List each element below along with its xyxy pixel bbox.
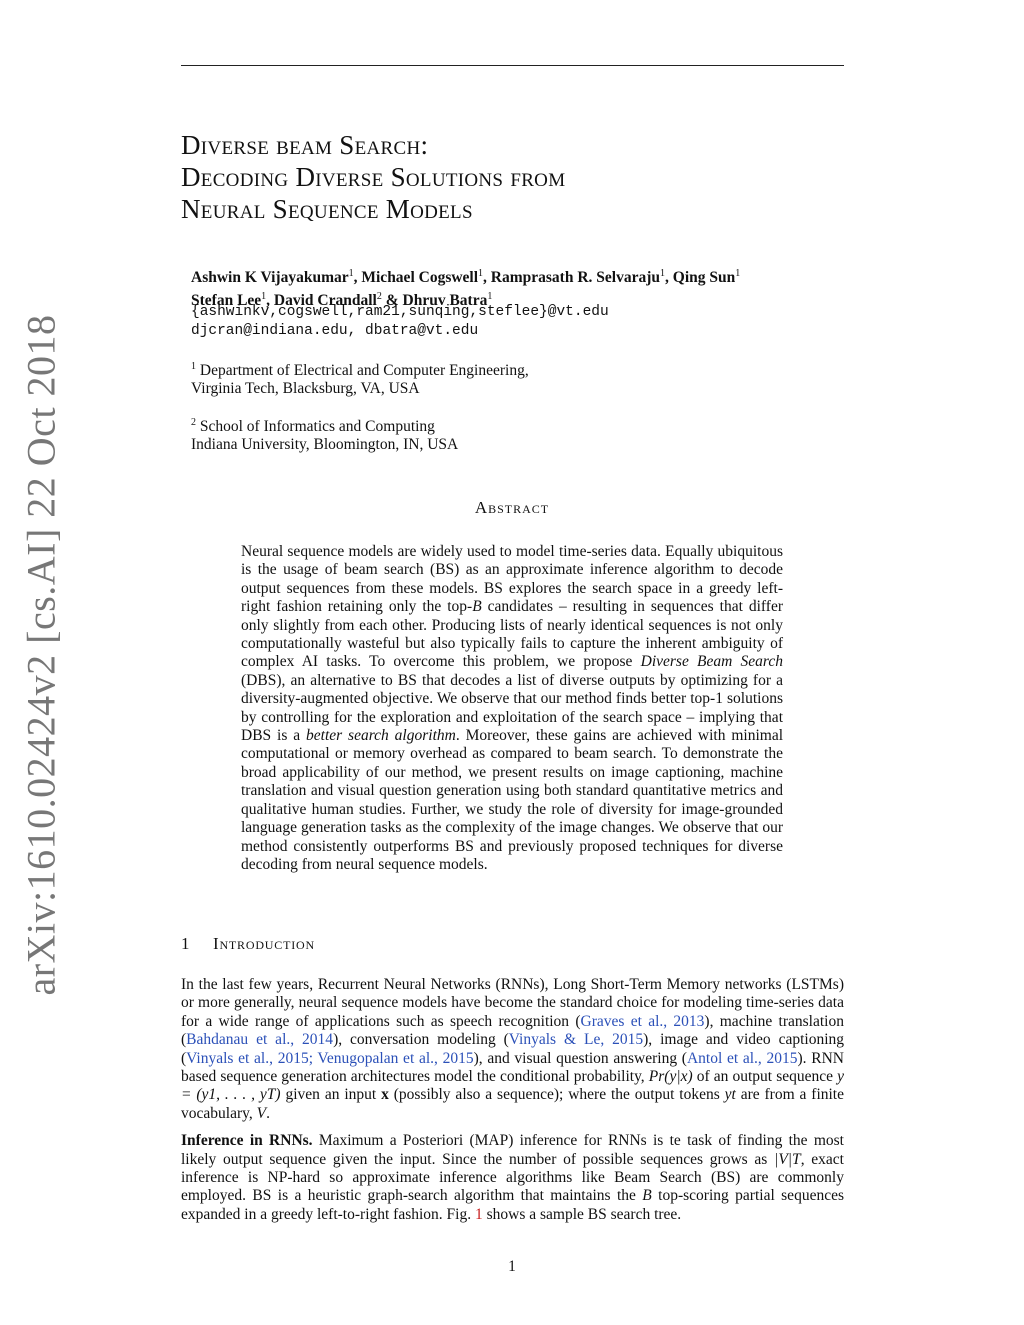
section-number: 1	[181, 934, 190, 953]
citation-link[interactable]: Graves et al., 2013	[580, 1012, 705, 1030]
paper-title	[181, 129, 565, 225]
title-line-3: Neural Sequence Models	[181, 194, 473, 224]
abstract-heading: Abstract	[474, 498, 550, 517]
author-name: Ramprasath R. Selvaraju	[490, 269, 661, 286]
abstract-body: Neural sequence models are widely used to model time-series data. Equally ubiquitous is the usage of beam search (BS) as an approximate inference algorithm to decode output sequences from these models. BS explores the search space in a greedy left-right fashion retaining only the top-B candidates – resulting in sequences that differ only slightly from each other. Producing lists of nearly identical sequences is not only computationally wasteful but also typically fails to capture the inherent ambiguity of complex AI tasks. To overcome this problem, we propose Diverse Beam Search (DBS), an alternative to BS that decodes a list of diverse outputs by optimizing for a diversity-augmented objective. We observe that our method finds better top-1 solutions by controlling for the exploration and exploitation of the search space – implying that DBS is a better search algorithm. Moreover, these gains are achieved with minimal computational or memory overhead as compared to beam search. To demonstrate the broad applicability of our method, we present results on image captioning, machine translation and visual question generation using both standard quantitative metrics and qualitative human studies. Further, we study the role of diversity for image-grounded language generation tasks as the complexity of the image changes. We observe that our method consistently outperforms BS and previously proposed techniques for diverse decoding from neural sequence models.	[241, 543, 784, 873]
author-name: David Crandall	[273, 292, 377, 309]
author-name: Michael Cogswell	[361, 269, 479, 286]
title-line-2: Decoding Diverse Solutions from	[181, 162, 566, 192]
math-expression: |V|T	[774, 1150, 801, 1168]
section-heading	[181, 934, 315, 954]
author-line-2: Stefan Lee$^1$, David Crandall$^2$ & Dhruv Batra$^1$	[191, 291, 493, 309]
intro-paragraph-1: In the last few years, Recurrent Neural Networks (RNNs), Long Short-Term Memory networks (LSTMs) or more generally, neural sequence models have become the standard choice for modeling time-series data for a wide range of applications such as speech recognition (Graves et al., 2013), machine translation (Bahdanau et al., 2014), conversation modeling (Vinyals & Le, 2015), image and video captioning (Vinyals et al., 2015; Venugopalan et al., 2015), and visual question answering (Antol et al., 2015). RNN based sequence generation architectures model the conditional probability, Pr(y|x) of an output sequence y = (y1, . . . , yT) given an input x (possibly also a sequence); where the output tokens yt are from a finite vocabulary, V.	[181, 976, 844, 1122]
author-name: Qing Sun	[672, 269, 736, 286]
citation-link[interactable]: Vinyals & Le, 2015	[508, 1031, 644, 1049]
intro-paragraph-2: Inference in RNNs. Maximum a Posteriori (MAP) inference for RNNs is te task of finding the most likely output sequence given the input. Since the number of possible sequences grows as |V|T, exact inference is NP-hard so approximate inference algorithms like Beam Search (BS) are commonly employed. BS is a heuristic graph-search algorithm that maintains the B top-scoring partial sequences expanded in a greedy left-to-right fashion. Fig. 1 shows a sample BS search tree.	[181, 1132, 844, 1223]
top-rule	[181, 65, 844, 66]
math-expression: Pr(y|x)	[648, 1068, 693, 1086]
figure-ref-link[interactable]: 1	[475, 1205, 483, 1223]
author-line-1: Ashwin K Vijayakumar$^1$, Michael Cogswell$^1$, Ramprasath R. Selvaraju$^1$, Qing Sun$^1$	[191, 268, 741, 286]
affiliation-2: $^2$ School of Informatics and Computing Indiana University, Bloomington, IN, USA	[191, 417, 459, 453]
math-expression: x	[381, 1086, 389, 1104]
math-expression: yt	[724, 1086, 736, 1104]
introduction-body	[181, 976, 844, 1233]
page-number: 1	[508, 1258, 516, 1275]
citation-link[interactable]: Bahdanau et al., 2014	[186, 1031, 334, 1049]
email: dbatra@vt.edu	[365, 323, 479, 339]
math-expression: B	[642, 1187, 652, 1205]
citation-link[interactable]: Vinyals et al., 2015; Venugopalan et al., 2015	[186, 1049, 474, 1067]
author-name: Dhruv Batra	[402, 292, 488, 309]
citation-link[interactable]: Antol et al., 2015	[686, 1049, 798, 1067]
affiliation-1: $^1$ Department of Electrical and Computer Engineering, Virginia Tech, Blacksburg, VA, USA	[191, 361, 529, 397]
email: djcran@indiana.edu	[191, 323, 348, 339]
math-expression: y = (y1, . . . , yT)	[181, 1068, 844, 1104]
title-line-1: Diverse beam Search:	[181, 130, 429, 160]
section-title: Introduction	[213, 934, 315, 953]
email-line-2: djcran@indiana.edu, dbatra@vt.edu	[191, 323, 479, 339]
paragraph-heading: Inference in RNNs.	[181, 1132, 313, 1150]
author-name: Ashwin K Vijayakumar	[191, 269, 349, 286]
author-name: Stefan Lee	[191, 292, 262, 309]
email-line-1: {ashwinkv,cogswell,ram21,sunqing,steflee}@vt.edu	[191, 304, 609, 320]
arxiv-stamp: arXiv:1610.02424v2 [cs.AI] 22 Oct 2018	[18, 314, 64, 996]
math-expression: V	[256, 1104, 267, 1122]
